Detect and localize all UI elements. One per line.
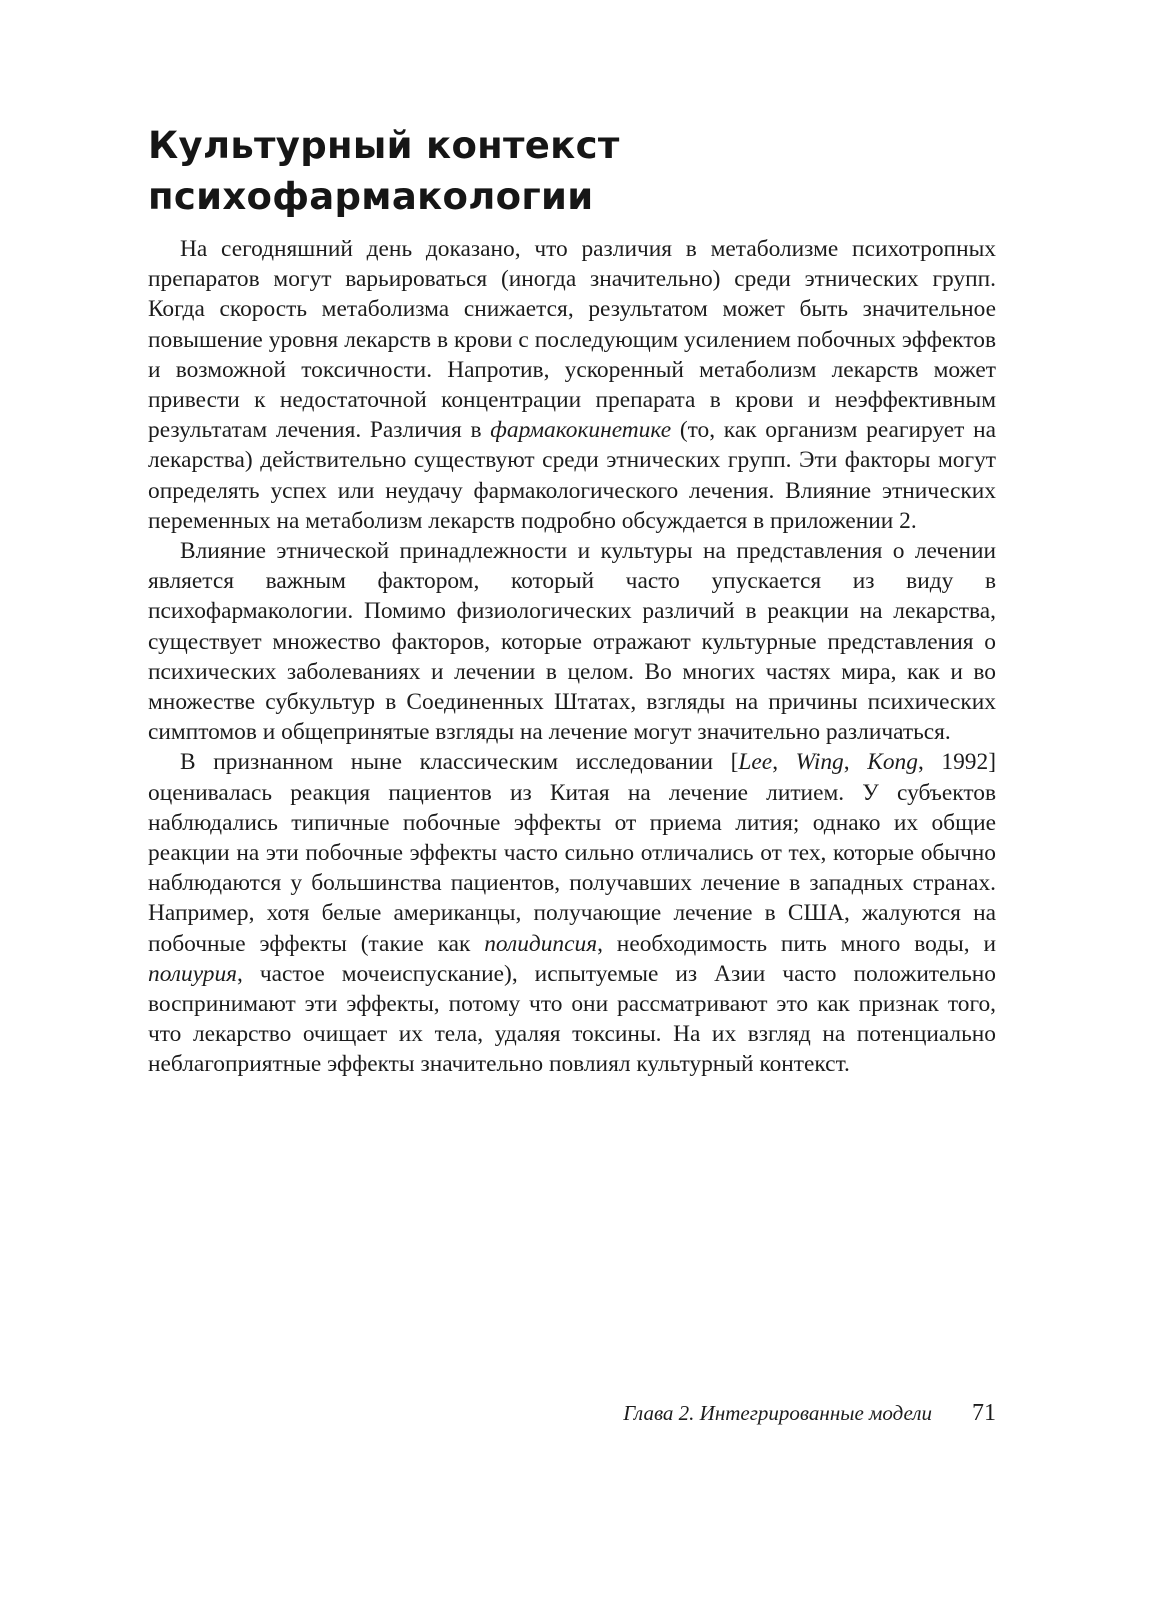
term-pharmacokinetics: фармакокинетике [490,417,672,444]
paragraph-3-sep-2: , [843,749,868,776]
paragraph-1-text-c: (то, как организм реагирует на лекарства) действительно существуют среди этнических групп. Эти факторы могут определять успех или неудачу фармакологического лечения. Влияние этнических переменных на метаболизм лекарств подробно обсуждается в приложении 2. [148,417,996,534]
section-title [148,120,996,222]
term-polyuria: полиурия [148,960,238,987]
running-title: Глава 2. Интегрированные модели [623,1401,932,1425]
paragraph-3-text-g: , 1992] оценивалась реакция пациентов из Китая на лечение литием. У субъектов наблюдались типичные побочные эффекты от приема лития; однако их общие реакции на эти побочные эффекты часто сильно отличались от тех, которые обычно наблюдаются у большинства пациентов, получавших лечение в западных странах. Например, хотя белые американцы, получающие лечение в США, жалуются на побочные эффекты (такие как [148,749,996,957]
book-page [148,120,996,1080]
citation-author-wing: Wing [795,749,844,776]
citation-author-kong: Kong [867,749,918,776]
section-title-line-1: Культурный контекст [148,124,620,167]
paragraph-2: Влияние этнической принадлежности и культуры на представления о лечении является важным фактором, который часто упускается из виду в психофармакологии. Помимо физиологических различий в реакции на лекарства, существует множество факторов, которые отражают культурные представления о психических заболеваниях и лечении в целом. Во многих частях мира, как и во множестве субкультур в Соединенных Штатах, взгляды на причины психических симптомов и общепринятые взгляды на лечение могут значительно различаться. [148,538,996,746]
page-footer [148,1400,996,1427]
paragraph-3-sep-1: , [772,749,796,776]
paragraph-3-text-a: В признанном ныне классическим исследовании [ [180,749,739,776]
term-polydipsia: полидипсия [484,930,598,957]
paragraph-1-text-a: На сегодняшний день доказано, что различия в метаболизме психотропных препаратов могут варьироваться (иногда значительно) среди этнических групп. Когда скорость метаболизма снижается, результатом может быть значительное повышение уровня лекарств в крови с последующим усилением побочных эффектов и возможной токсичности. Напротив, ускоренный метаболизм лекарств может привести к недостаточной концентрации препарата в крови и неэффективным результатам лечения. Различия в [148,236,996,444]
paragraph-3-text-k: , частое мочеиспускание), испытуемые из Азии часто положительно воспринимают эти эффекты, потому что они рассматривают это как признак того, что лекарство очищает их тела, удаляя токсины. На их взгляд на потенциально неблагоприятные эффекты значительно повлиял культурный контекст. [148,960,996,1078]
page-number: 71 [972,1400,996,1426]
paragraph-3-text-i: , необходимость пить много воды, и [597,930,996,957]
citation-author-lee: Lee [738,749,773,776]
paragraph-1 [148,234,996,536]
paragraph-3 [148,747,996,1079]
section-title-line-2: психофармакологии [148,175,594,218]
